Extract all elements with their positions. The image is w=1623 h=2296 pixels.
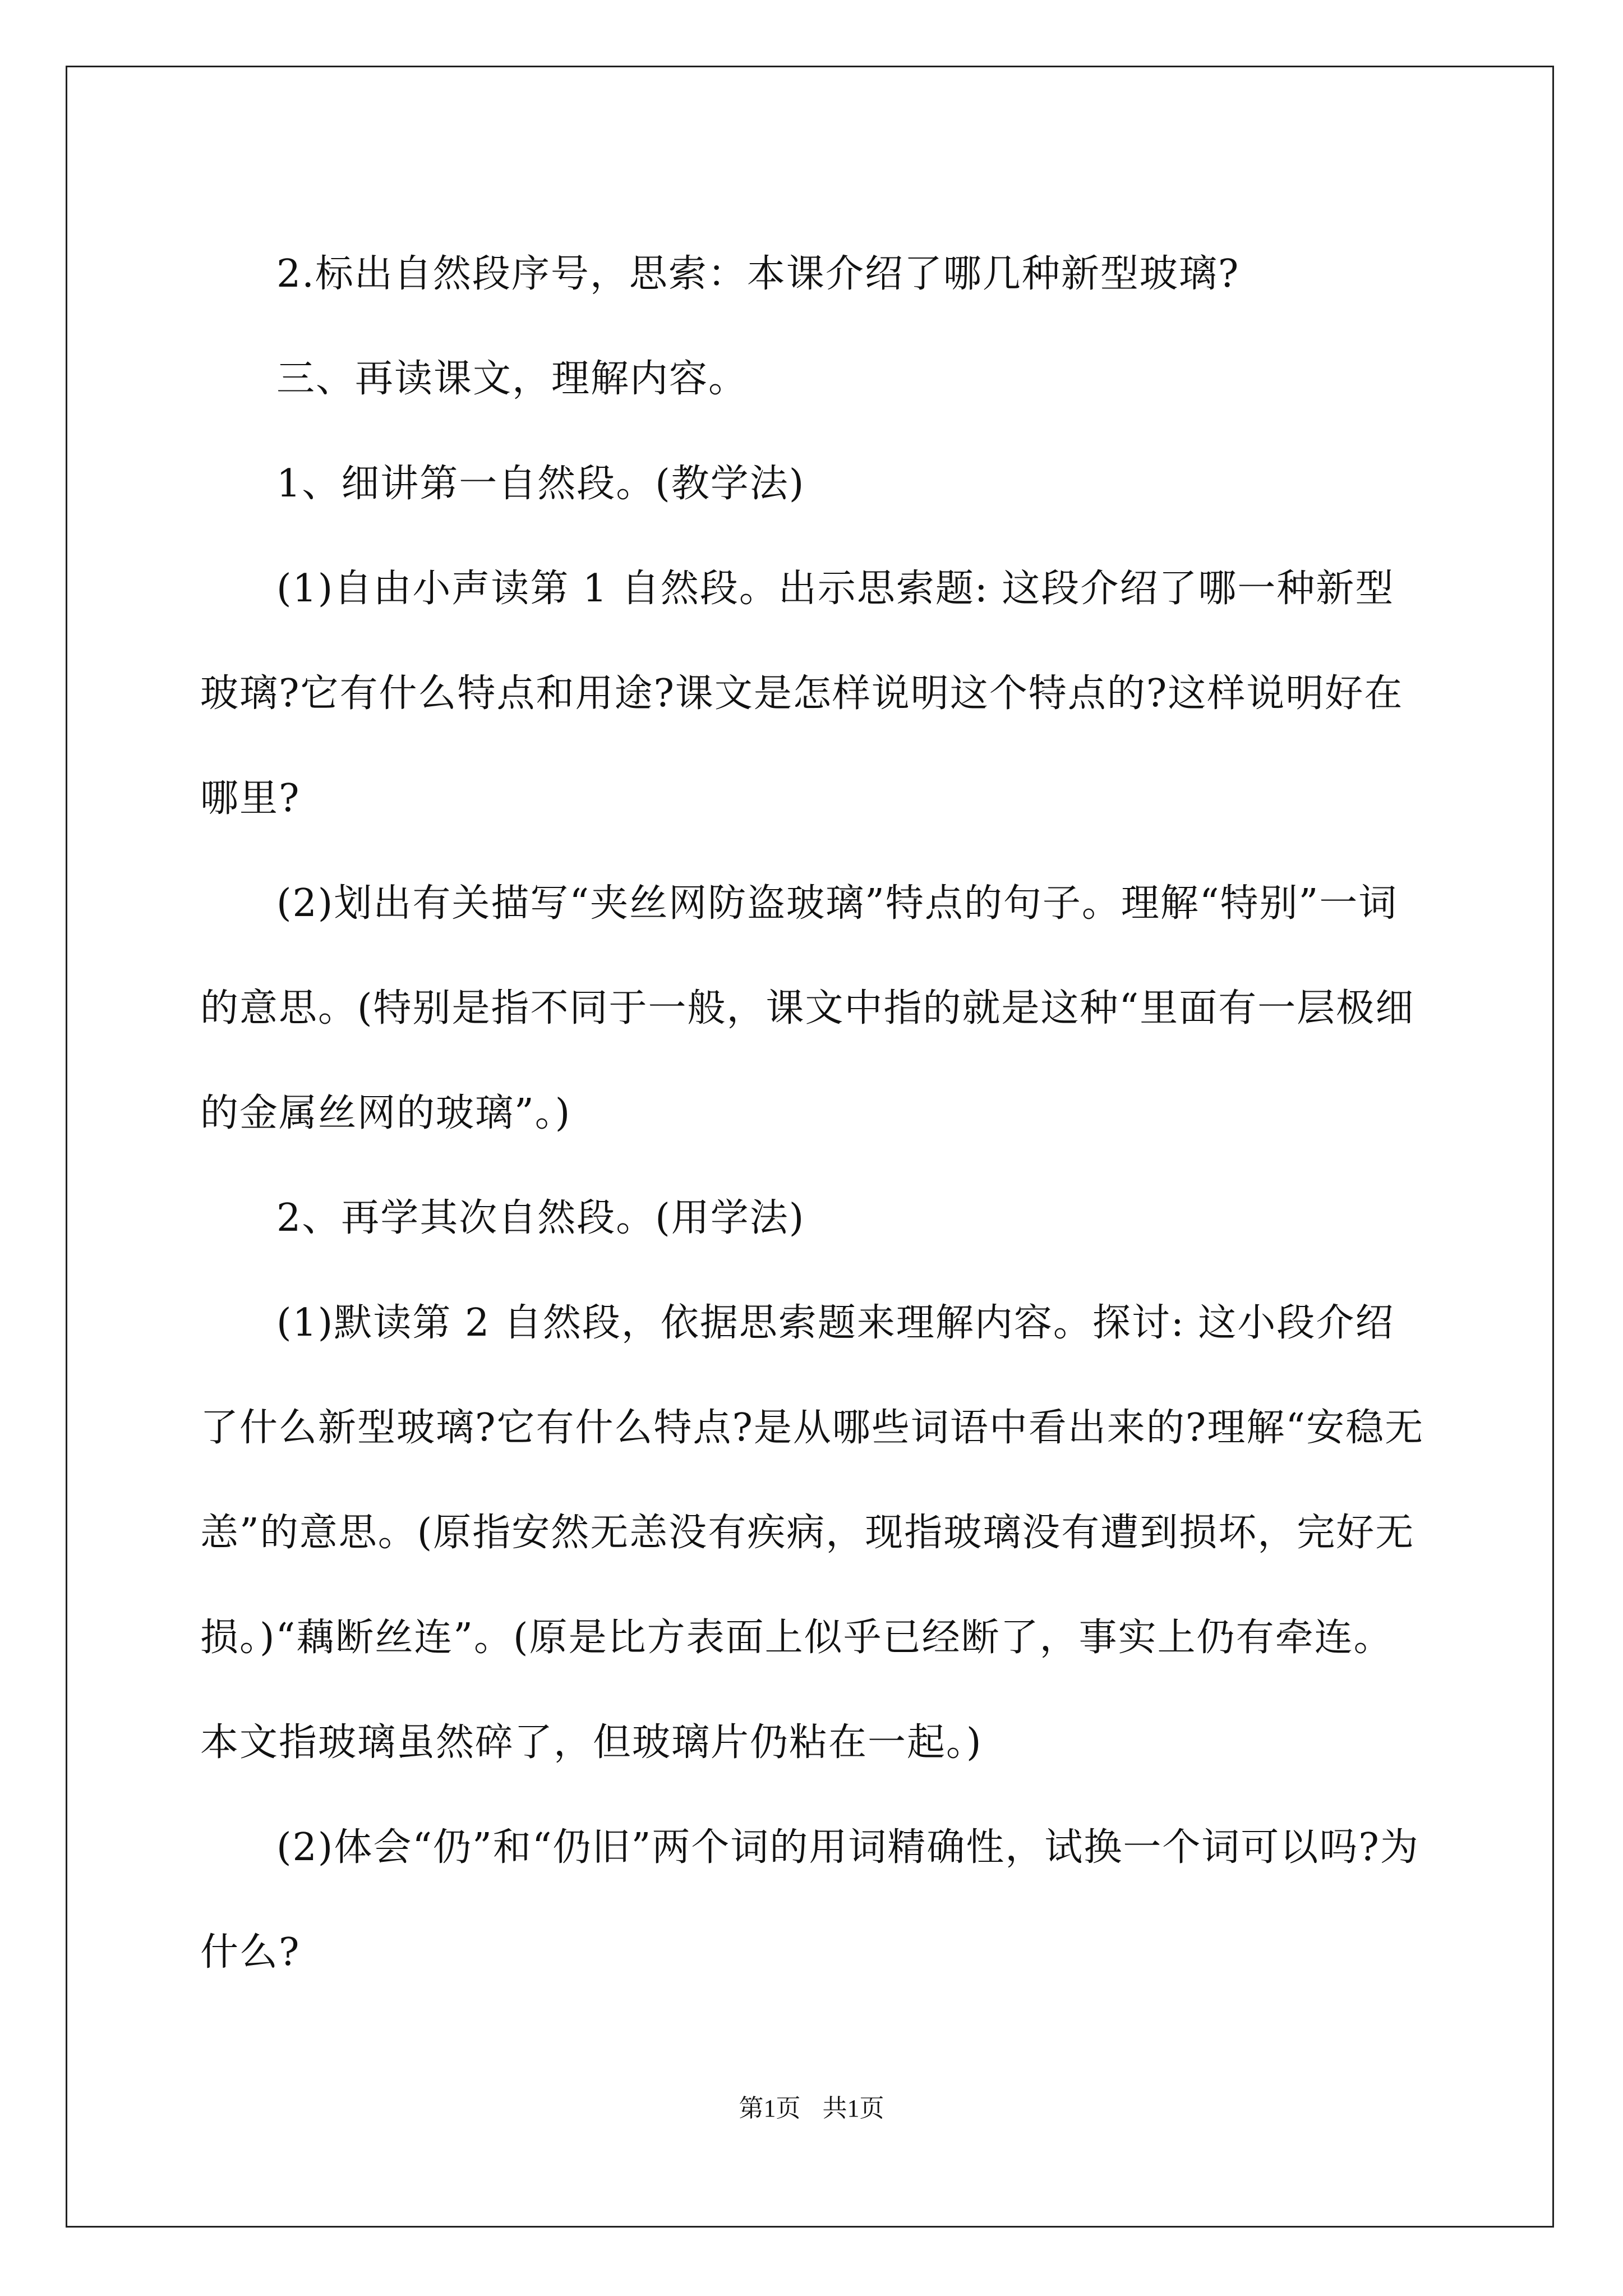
paragraph: (1)自由小声读第 1 自然段。出示思索题: 这段介绍了哪一种新型玻璃?它有什么特点和用途?课文是怎样说明这个特点的?这样说明好在哪里? <box>200 567 1404 821</box>
paragraph: 2、再学其次自然段。(用学法) <box>276 1196 805 1240</box>
page-footer <box>0 2088 1623 2124</box>
paragraph: 1、细讲第一自然段。(教学法) <box>276 462 805 506</box>
page-total: 共1页 <box>822 2095 884 2122</box>
paragraph: 三、再读课文，理解内容。 <box>276 357 748 401</box>
document-body <box>200 222 1426 2005</box>
paragraph: (2)体会“仍”和“仍旧”两个词的用词精确性，试换一个词可以吗?为什么? <box>200 1825 1419 1975</box>
paragraph: (2)划出有关描写“夹丝网防盗玻璃”特点的句子。理解“特别”一词的意思。(特别是指不同于一般，课文中指的就是这种“里面有一层极细的金属丝网的玻璃”。) <box>200 881 1415 1135</box>
paragraph: (1)默读第 2 自然段，依据思索题来理解内容。探讨: 这小段介绍了什么新型玻璃?它有什么特点?是从哪些词语中看出来的?理解“安稳无恙”的意思。(原指安然无恙没有疾病，现指玻璃没有遭到损坏，完好无损。)“藕断丝连”。(原是比方表面上似乎已经断了，事实上仍有牵连。本文指玻璃虽然碎了，但玻璃片仍粘在一起。) <box>200 1301 1424 1765</box>
paragraph: 2.标出自然段序号，思索：本课介绍了哪几种新型玻璃? <box>276 252 1240 296</box>
page-number: 第1页 <box>739 2095 801 2122</box>
